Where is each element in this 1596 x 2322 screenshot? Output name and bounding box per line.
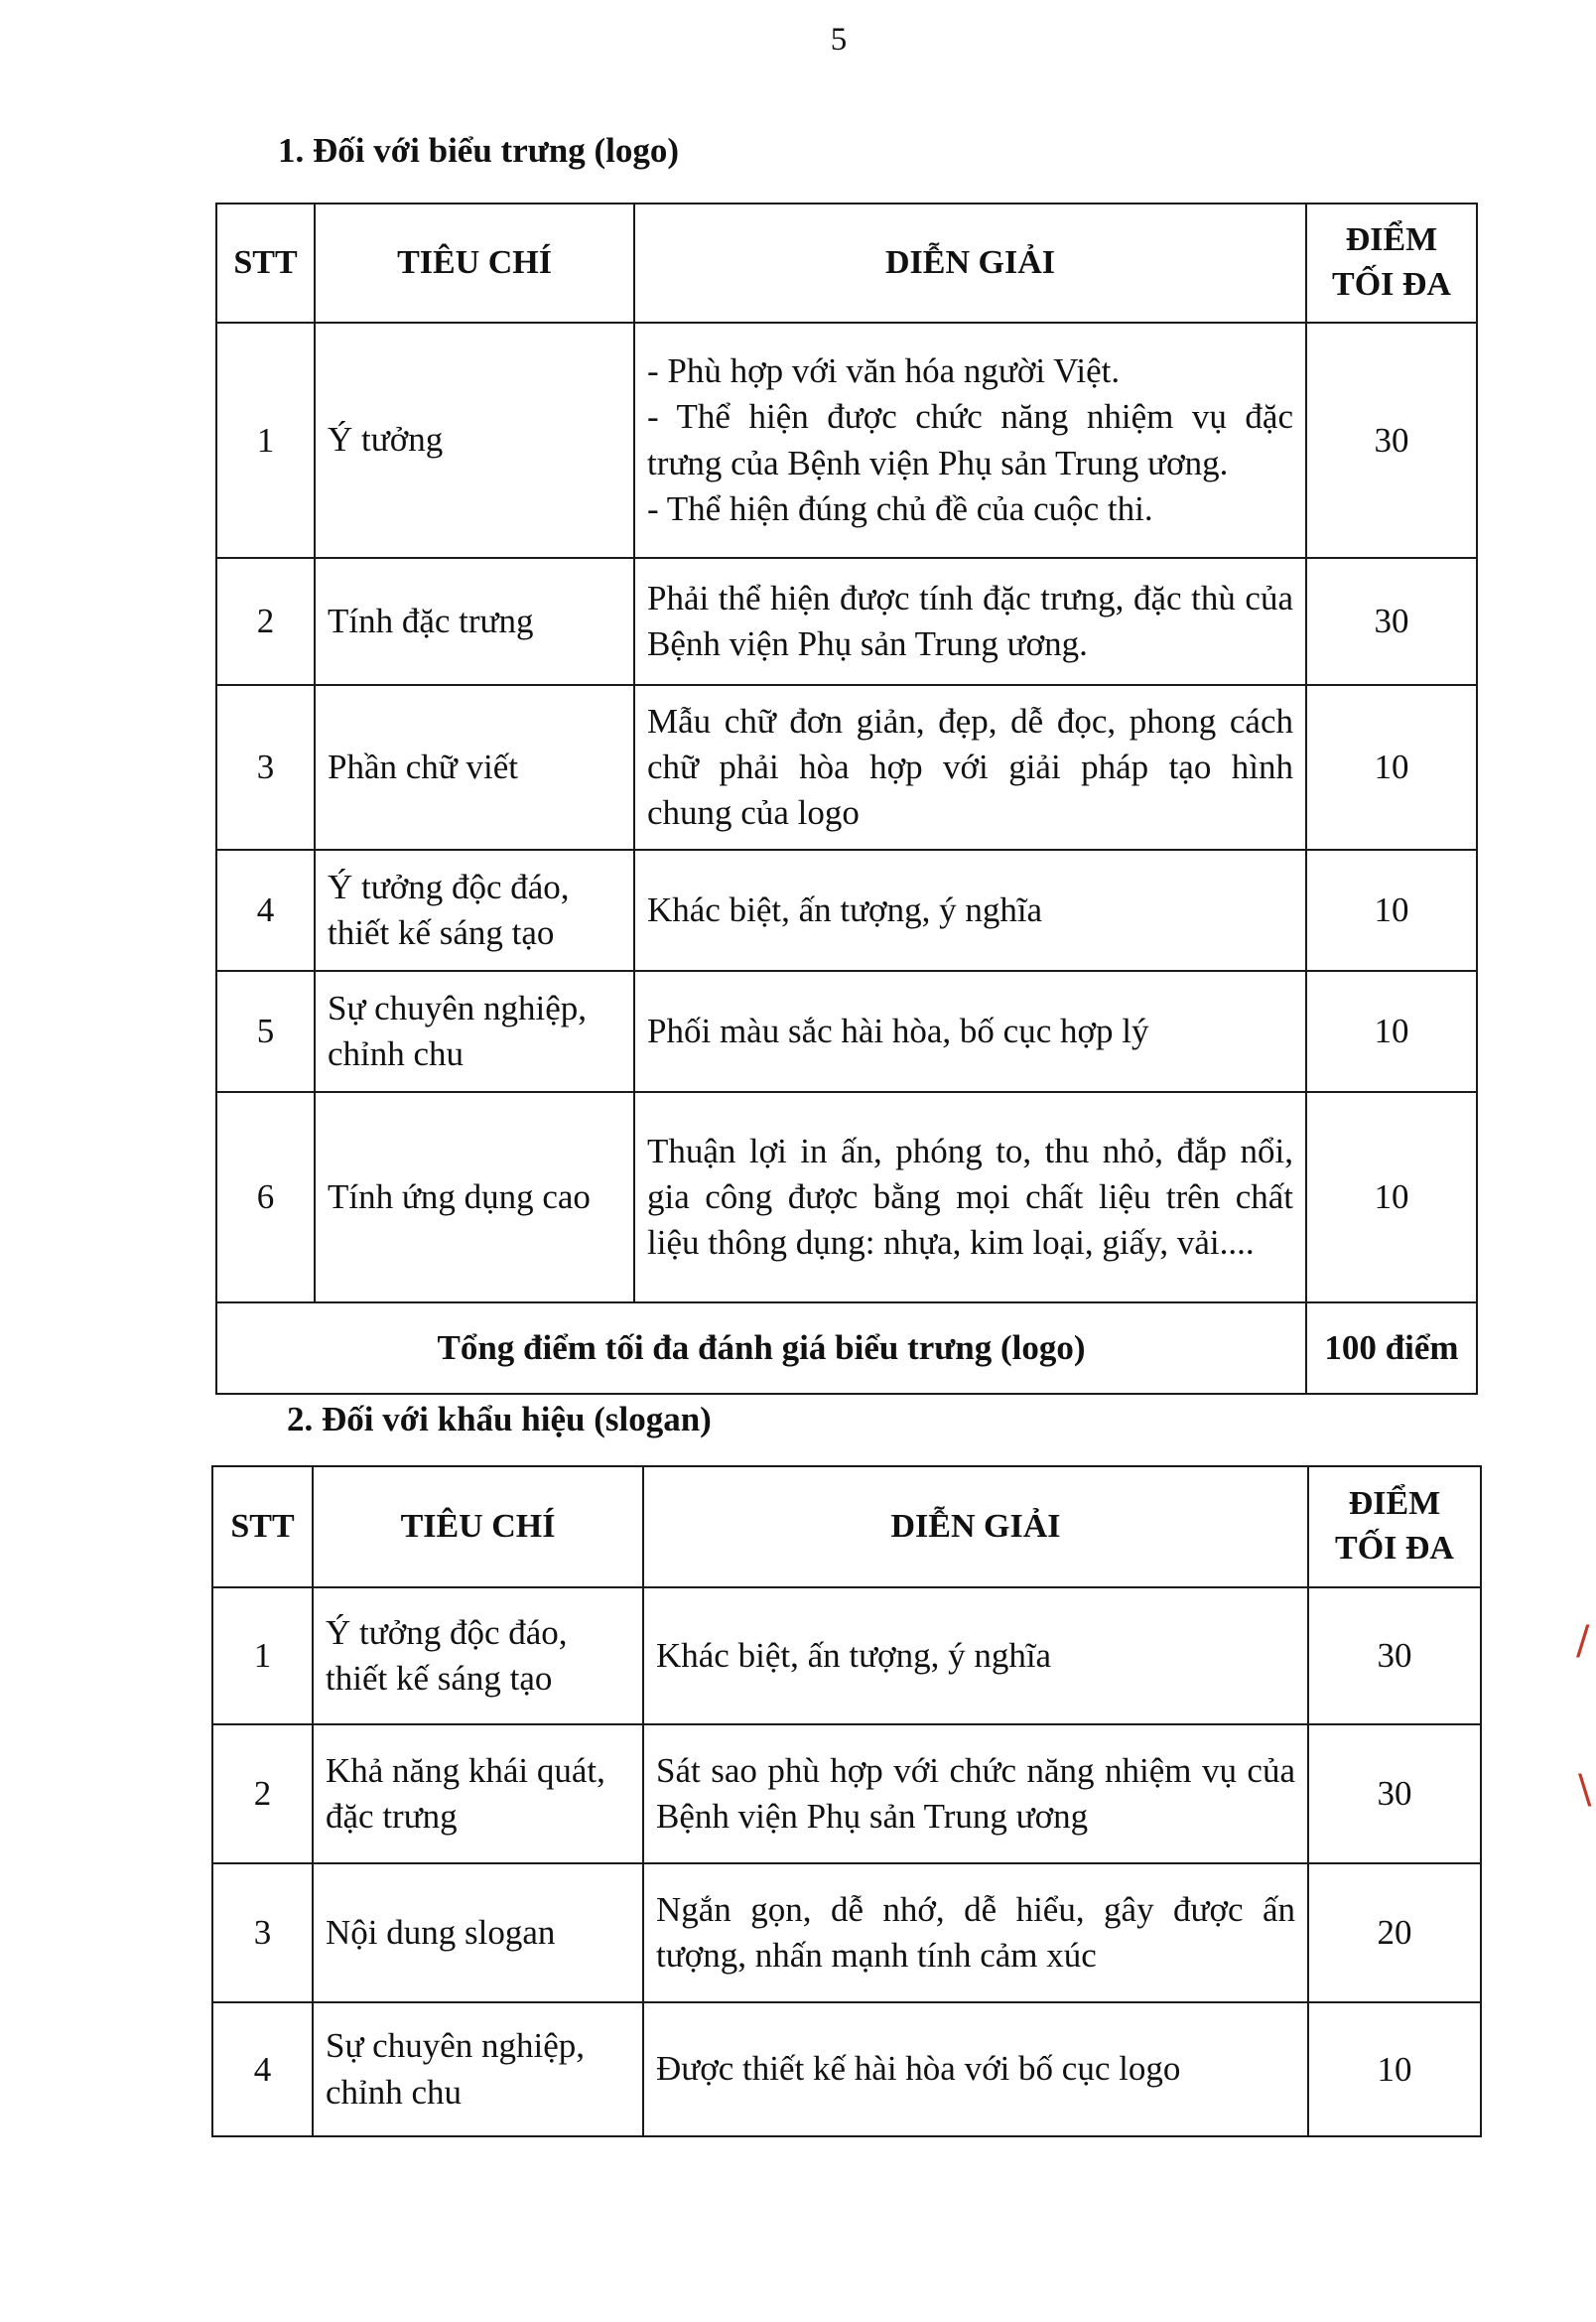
table-row <box>212 1587 1481 1724</box>
row-max-score: 10 <box>1306 685 1477 850</box>
slogan-section-title: 2. Đối với khẩu hiệu (slogan) <box>287 1400 712 1438</box>
row-max-score: 30 <box>1306 558 1477 685</box>
explanation-line: Khác biệt, ấn tượng, ý nghĩa <box>656 1635 1052 1675</box>
explanation-line: Phải thể hiện được tính đặc trưng, đặc thù của Bệnh viện Phụ sản Trung ương. <box>647 578 1293 663</box>
row-explanation <box>634 850 1306 971</box>
row-stt: 1 <box>216 323 315 558</box>
row-max-score: 10 <box>1306 971 1477 1092</box>
table-row <box>212 1724 1481 1863</box>
row-explanation <box>643 1587 1308 1724</box>
row-stt: 6 <box>216 1092 315 1302</box>
row-criteria: Sự chuyên nghiệp, chỉnh chu <box>315 971 634 1092</box>
row-max-score: 30 <box>1306 323 1477 558</box>
row-stt: 4 <box>212 2002 313 2136</box>
explanation-line: Khác biệt, ấn tượng, ý nghĩa <box>647 889 1043 929</box>
header-score-line2: TỐI ĐA <box>1332 266 1451 303</box>
page-number: 5 <box>830 22 848 58</box>
row-stt: 3 <box>212 1863 313 2002</box>
row-explanation <box>643 1863 1308 2002</box>
table-row <box>212 1863 1481 2002</box>
header-criteria: TIÊU CHÍ <box>313 1466 643 1587</box>
logo-criteria-table <box>215 203 1478 1395</box>
table-row <box>216 685 1477 850</box>
margin-stamp-fragment-icon: / <box>1576 1618 1590 1664</box>
explanation-line: Mẫu chữ đơn giản, đẹp, dễ đọc, phong cách chữ phải hòa hợp với giải pháp tạo hình chung của logo <box>647 701 1293 833</box>
total-score: 100 điểm <box>1306 1302 1477 1394</box>
explanation-line: Ngắn gọn, dễ nhớ, dễ hiểu, gây được ấn tượng, nhấn mạnh tính cảm xúc <box>656 1889 1295 1975</box>
row-stt: 4 <box>216 850 315 971</box>
row-max-score: 30 <box>1308 1724 1481 1863</box>
header-stt: STT <box>216 204 315 323</box>
explanation-line: Thuận lợi in ấn, phóng to, thu nhỏ, đắp nổi, gia công được bằng mọi chất liệu trên chất liệu thông dụng: nhựa, kim loại, giấy, vải.... <box>647 1131 1293 1263</box>
row-explanation <box>634 685 1306 850</box>
slogan-criteria-table <box>211 1465 1482 2137</box>
header-max-score <box>1306 204 1477 323</box>
row-stt: 2 <box>212 1724 313 1863</box>
header-explanation: DIỄN GIẢI <box>643 1466 1308 1587</box>
row-criteria: Nội dung slogan <box>313 1863 643 2002</box>
row-criteria: Sự chuyên nghiệp, chỉnh chu <box>313 2002 643 2136</box>
header-score-line1: ĐIỂM <box>1345 221 1438 259</box>
row-criteria: Ý tưởng <box>315 323 634 558</box>
table-row <box>216 971 1477 1092</box>
row-max-score: 10 <box>1308 2002 1481 2136</box>
header-score-line2: TỐI ĐA <box>1335 1530 1454 1567</box>
header-criteria: TIÊU CHÍ <box>315 204 634 323</box>
row-stt: 2 <box>216 558 315 685</box>
explanation-line: Phối màu sắc hài hòa, bố cục hợp lý <box>647 1011 1149 1050</box>
row-criteria: Tính đặc trưng <box>315 558 634 685</box>
explanation-line: - Thể hiện được chức năng nhiệm vụ đặc trưng của Bệnh viện Phụ sản Trung ương. <box>647 397 1293 482</box>
row-criteria: Ý tưởng độc đáo, thiết kế sáng tạo <box>313 1587 643 1724</box>
row-stt: 3 <box>216 685 315 850</box>
total-label: Tổng điểm tối đa đánh giá biểu trưng (logo) <box>216 1302 1306 1394</box>
explanation-line: - Thể hiện đúng chủ đề của cuộc thi. <box>647 488 1153 528</box>
row-criteria: Khả năng khái quát, đặc trưng <box>313 1724 643 1863</box>
logo-section-title: 1. Đối với biểu trưng (logo) <box>278 131 679 170</box>
row-explanation <box>643 2002 1308 2136</box>
table-row <box>216 850 1477 971</box>
row-explanation <box>634 971 1306 1092</box>
row-max-score: 10 <box>1306 1092 1477 1302</box>
table-row <box>216 323 1477 558</box>
row-criteria: Tính ứng dụng cao <box>315 1092 634 1302</box>
header-stt: STT <box>212 1466 313 1587</box>
row-max-score: 30 <box>1308 1587 1481 1724</box>
table-row <box>212 2002 1481 2136</box>
explanation-line: Được thiết kế hài hòa với bố cục logo <box>656 2049 1181 2089</box>
row-stt: 1 <box>212 1587 313 1724</box>
row-explanation <box>643 1724 1308 1863</box>
row-max-score: 10 <box>1306 850 1477 971</box>
table-row <box>216 558 1477 685</box>
margin-stamp-fragment-icon: \ <box>1578 1767 1592 1813</box>
explanation-line: - Phù hợp với văn hóa người Việt. <box>647 351 1121 391</box>
row-max-score: 20 <box>1308 1863 1481 2002</box>
table-header-row <box>212 1466 1481 1587</box>
row-stt: 5 <box>216 971 315 1092</box>
row-explanation <box>634 558 1306 685</box>
row-explanation <box>634 1092 1306 1302</box>
row-criteria: Phần chữ viết <box>315 685 634 850</box>
row-explanation <box>634 323 1306 558</box>
table-row <box>216 1092 1477 1302</box>
row-criteria: Ý tưởng độc đáo, thiết kế sáng tạo <box>315 850 634 971</box>
header-explanation: DIỄN GIẢI <box>634 204 1306 323</box>
table-header-row <box>216 204 1477 323</box>
total-row <box>216 1302 1477 1394</box>
explanation-line: Sát sao phù hợp với chức năng nhiệm vụ của Bệnh viện Phụ sản Trung ương <box>656 1750 1295 1836</box>
header-score-line1: ĐIỂM <box>1348 1485 1441 1523</box>
header-max-score <box>1308 1466 1481 1587</box>
